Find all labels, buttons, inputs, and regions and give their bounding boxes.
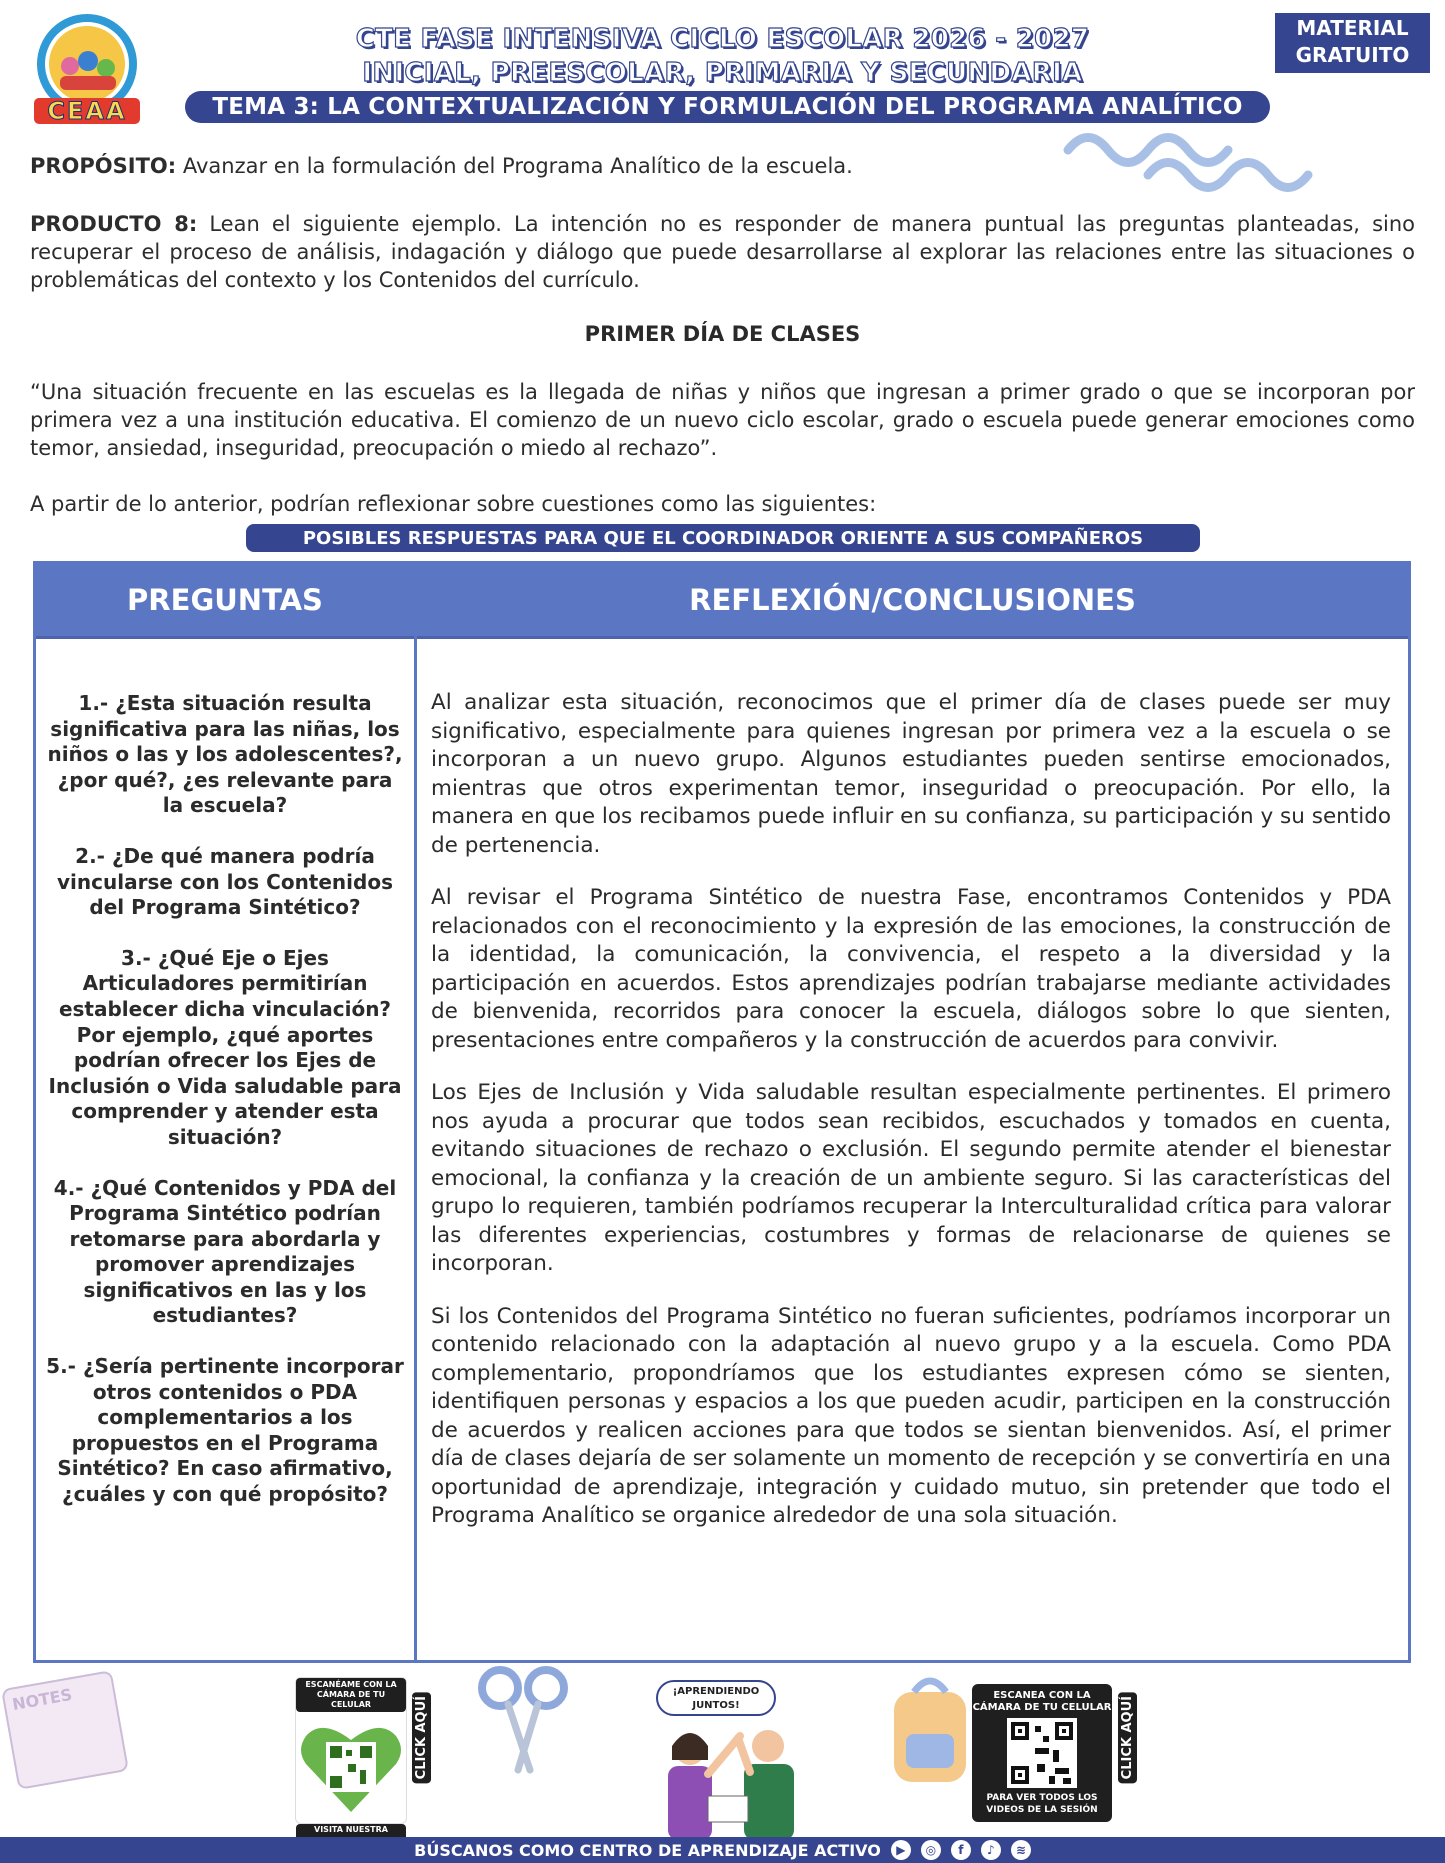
teachers-illustration — [650, 1680, 820, 1840]
header-reflections: REFLEXIÓN/CONCLUSIONES — [689, 583, 1136, 617]
purpose-text: Avanzar en la formulación del Programa Analítico de la escuela. — [176, 154, 853, 178]
reflection-1: Al analizar esta situación, reconocimos que el primer día de clases puede ser muy significativo, especialmente para quienes ingresan por primera vez a la escuela o se incorporan a un nuevo grupo. Algunos estudiantes pueden sentirse emocionados, mientras que otros experimentan temor, inseguridad o preocupación. Por ello, la manera en que los recibamos puede influir en su confianza, su participación y su sentido de pertenencia. — [431, 690, 1391, 858]
heart-qr-code-icon — [296, 1712, 406, 1820]
question-4: 4.- ¿Qué Contenidos y PDA del Programa Sintético podrían retomarse para abordarla y promover aprendizajes significativos en las y los estudiantes? — [53, 1175, 397, 1328]
title-pill — [185, 91, 1270, 123]
reflection-4: Si los Contenidos del Programa Sintético no fueran suficientes, podríamos incorporar un contenido relacionado con la adaptación al nuevo grupo y a la escuela. Como PDA complementario, propondríamos que los estudiantes expresen cómo se sienten, identifiquen personas y espacios a los que pueden acudir, participen en la construcción de acuerdos y realicen acciones para que todos se sientan bienvenidos. Así, el primer día de clases dejaría de ser solamente un momento de recepción y se convertiría en una oportunidad de aprendizaje, integración y cuidado mutuo, sin pretender que todo el Programa Analítico se organice alrededor de una sola situación. — [431, 1303, 1391, 1528]
store-click-here-button[interactable]: CLICK AQUÍ — [410, 1690, 433, 1785]
product-text: Lean el siguiente ejemplo. La intención no es responder de manera puntual las preguntas planteadas, sino recuperar el proceso de análisis, indagación y diálogo que puede desarrollarse al explorar las relaciones entre las situaciones o problemáticas del contexto y los Contenidos del currículo. — [30, 212, 1416, 292]
store-qr-card[interactable] — [295, 1677, 407, 1834]
logo-text: CEAA — [47, 97, 127, 125]
question-5: 5.- ¿Sería pertinente incorporar otros contenidos o PDA complementarios a los propuestos en el Programa Sintético? En caso afirmativo, ¿cuáles y con qué propósito? — [46, 1354, 404, 1507]
backpack-icon — [880, 1670, 980, 1790]
tiktok-icon[interactable]: ♪ — [981, 1840, 1001, 1860]
product-label: PRODUCTO 8: — [30, 212, 198, 236]
coordinator-pill: POSIBLES RESPUESTAS PARA QUE EL COORDINADOR ORIENTE A SUS COMPAÑEROS — [246, 524, 1200, 552]
question-2: 2.- ¿De qué manera podría vincularse con los Contenidos del Programa Sintético? — [57, 843, 393, 920]
question-1: 1.- ¿Esta situación resulta significativa para las niñas, los niños o las y los adolescentes?, ¿por qué?, ¿es relevante para la escuela? — [47, 691, 403, 818]
title-line-3: TEMA 3: LA CONTEXTUALIZACIÓN Y FORMULACIÓN DEL PROGRAMA ANALÍTICO — [212, 94, 1243, 120]
footer-bar — [0, 1837, 1445, 1863]
questions-table — [33, 561, 1411, 1663]
table-header — [36, 564, 1408, 636]
product-paragraph — [30, 210, 1415, 294]
instagram-icon[interactable]: ◎ — [921, 1840, 941, 1860]
notes-notebook-icon — [0, 1660, 130, 1790]
title-line-2: INICIAL, PREESCOLAR, PRIMARIA Y SECUNDARIA — [362, 58, 1083, 88]
header-divider — [36, 636, 1408, 639]
header-questions: PREGUNTAS — [127, 583, 323, 617]
scissors-icon — [470, 1660, 570, 1780]
title-line-1: CTE FASE INTENSIVA CICLO ESCOLAR 2026 - 2027 — [355, 24, 1090, 54]
column-divider — [414, 636, 417, 1660]
store-qr-caption-top: ESCANÉAME CON LA CÁMARA DE TU CELULAR — [296, 1678, 406, 1712]
question-3: 3.- ¿Qué Eje o Ejes Articuladores permitirían establecer dicha vinculación? Por ejemplo, ¿qué aportes podrían ofrecer los Ejes de Inclusión o Vida saludable para comprender y atender esta situación? — [48, 945, 402, 1149]
questions-column — [46, 691, 404, 1533]
store-qr-caption-bottom: VISITA NUESTRA — [296, 1824, 406, 1848]
youtube-icon[interactable]: ▶ — [891, 1840, 911, 1860]
section-heading: PRIMER DÍA DE CLASES — [584, 322, 861, 346]
spotify-icon[interactable]: ≋ — [1011, 1840, 1031, 1860]
videos-qr-code-icon — [1007, 1718, 1077, 1788]
reflection-2: Al revisar el Programa Sintético de nuestra Fase, encontramos Contenidos y PDA relacionados con el reconocimiento y la expresión de las emociones, la construcción de la identidad, la comunicación, la convivencia, el respeto a la diversidad y la participación en acuerdos. Estos aprendizajes podrían trabajarse mediante actividades de bienvenida, recorridos para conocer la escuela, diálogos sobre lo que sienten, presentaciones entre compañeros y la construcción de acuerdos para convivir. — [431, 885, 1391, 1053]
quote-paragraph: “Una situación frecuente en las escuelas es la llegada de niñas y niños que ingresan a primer grado o que se incorporan por primera vez a una institución educativa. El comienzo de un nuevo ciclo escolar, grado o escuela puede generar emociones como temor, ansiedad, inseguridad, preocupación o miedo al rechazo”. — [30, 380, 1415, 460]
badge-line-1: MATERIAL — [1296, 16, 1409, 40]
facebook-icon[interactable]: f — [951, 1840, 971, 1860]
purpose-paragraph — [30, 152, 1415, 180]
videos-qr-caption-top: ESCANEA CON LA CÁMARA DE TU CELULAR — [972, 1690, 1112, 1713]
videos-qr-card[interactable] — [972, 1684, 1112, 1822]
badge-line-2: GRATUITO — [1295, 43, 1410, 67]
footer-bar-text: BÚSCANOS COMO CENTRO DE APRENDIZAJE ACTIVO — [414, 1840, 881, 1860]
videos-click-here-button[interactable]: CLICK AQUÍ — [1116, 1690, 1139, 1785]
speech-bubble: ¡APRENDIENDO JUNTOS! — [656, 1680, 776, 1716]
notes-label: NOTES — [10, 1684, 74, 1715]
lead-paragraph: A partir de lo anterior, podrían reflexionar sobre cuestiones como las siguientes: — [30, 492, 877, 516]
free-material-badge — [1275, 13, 1430, 73]
reflection-3: Los Ejes de Inclusión y Vida saludable resultan especialmente pertinentes. El primero nos ayuda a procurar que todos sean recibidos, escuchados y tomados en cuenta, evitando situaciones de rechazo o exclusión. El segundo permite atender el bienestar emocional, la confianza y la creación de un ambiente seguro. Si las características del grupo lo requieren, también podríamos recuperar la Interculturalidad crítica para valorar las diferentes experiencias, costumbres y formas de relacionarse de quienes se incorporan. — [431, 1080, 1391, 1276]
videos-qr-caption-bottom: PARA VER TODOS LOS VIDEOS DE LA SESIÓN — [986, 1793, 1098, 1815]
reflections-column — [431, 689, 1391, 1555]
purpose-label: PROPÓSITO: — [30, 154, 177, 178]
